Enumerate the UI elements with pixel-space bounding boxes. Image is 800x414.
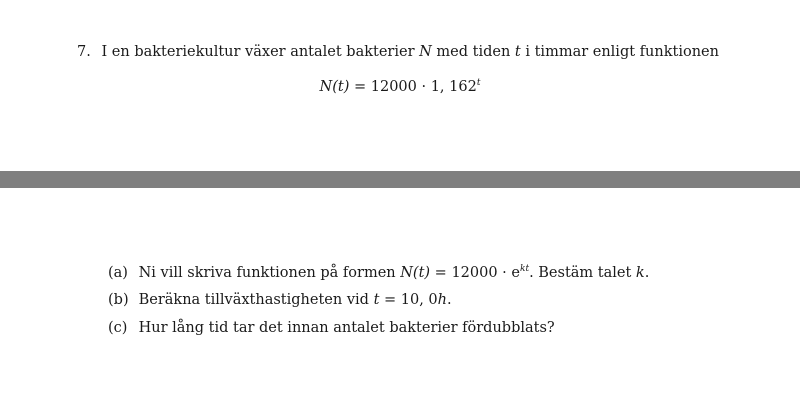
subquestion-b bbox=[108, 292, 452, 308]
subquestion-b-unit: h bbox=[437, 292, 447, 308]
subquestion-a-text4: . bbox=[644, 265, 650, 281]
subquestion-b-text3: . bbox=[447, 292, 452, 308]
growth-formula bbox=[0, 78, 800, 95]
formula-rhs: = 12000 · 1, 162 bbox=[349, 79, 477, 95]
problem-statement bbox=[77, 44, 719, 60]
subquestion-a-var: k bbox=[635, 265, 645, 281]
subquestion-a-text2: = 12000 · e bbox=[430, 265, 520, 281]
problem-number: 7. bbox=[77, 44, 91, 60]
subquestion-a-label: (a) bbox=[108, 265, 128, 281]
subquestion-c-text: Hur lång tid tar det innan antalet bakterier fördubblats? bbox=[138, 320, 555, 336]
problem-mid-text: med tiden bbox=[436, 44, 511, 60]
subquestion-b-label: (b) bbox=[108, 292, 129, 308]
subquestion-a-text3: . Bestäm talet bbox=[529, 265, 636, 281]
problem-end-text: i timmar enligt funktionen bbox=[525, 44, 719, 60]
subquestion-a-text1: Ni vill skriva funktionen på formen bbox=[138, 265, 401, 281]
subquestion-b-text1: Beräkna tillväxthastigheten vid bbox=[138, 292, 374, 308]
variable-t: t bbox=[514, 44, 521, 60]
formula-exponent: t bbox=[476, 78, 481, 88]
subquestion-b-var: t bbox=[373, 292, 380, 308]
subquestion-c bbox=[108, 320, 555, 336]
subquestion-b-text2: = 10, 0 bbox=[379, 292, 438, 308]
subquestion-a-exponent: kt bbox=[519, 264, 530, 274]
formula-lhs: N(t) bbox=[319, 79, 350, 95]
problem-intro-text: I en bakteriekultur växer antalet bakterier bbox=[101, 44, 415, 60]
separator-bar bbox=[0, 171, 800, 188]
subquestion-a-expr: N(t) bbox=[400, 265, 431, 281]
subquestion-c-label: (c) bbox=[108, 320, 128, 336]
subquestion-a bbox=[108, 264, 649, 281]
variable-n: N bbox=[419, 44, 432, 60]
